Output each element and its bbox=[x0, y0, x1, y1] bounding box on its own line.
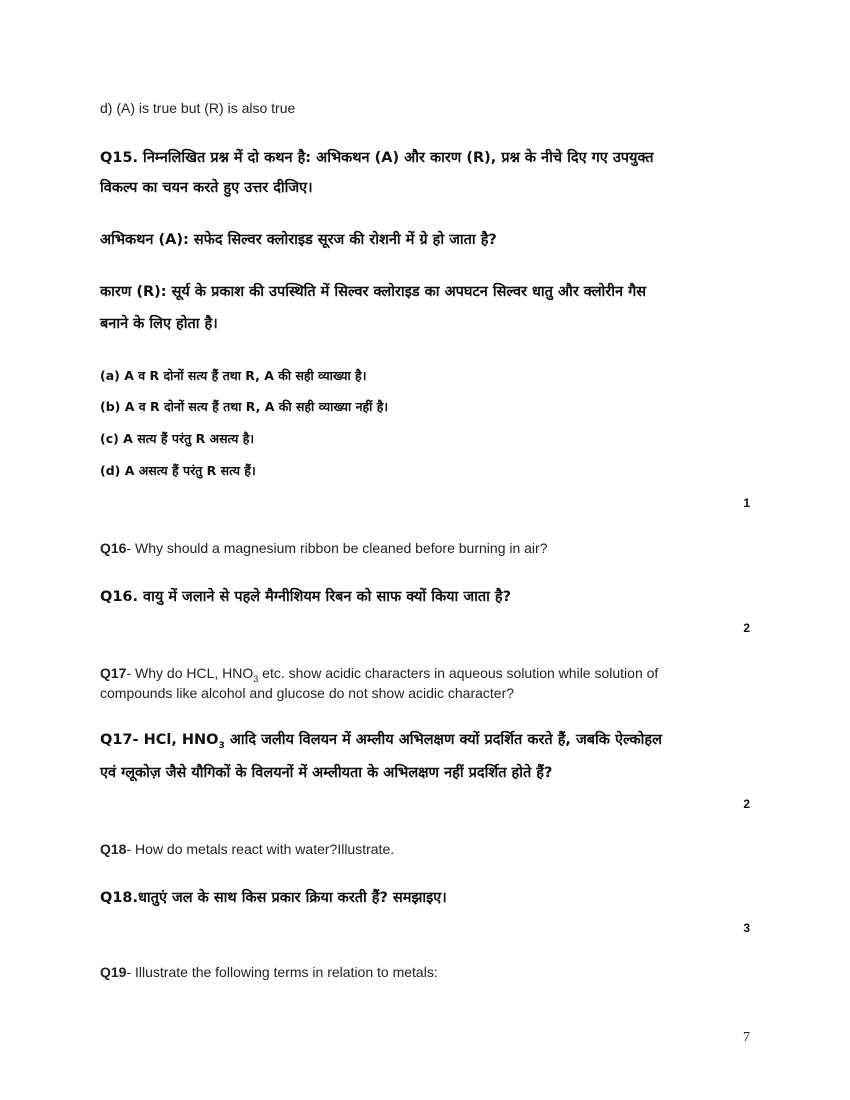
q18-hindi: Q18.धातुएं जल के साथ किस प्रकार क्रिया करती हैं? समझाइए। bbox=[100, 890, 447, 906]
q17-english-line2: compounds like alcohol and glucose do not show acidic character? bbox=[100, 685, 515, 701]
q17-hindi-subscript: 3 bbox=[218, 740, 225, 751]
q18-english bbox=[100, 841, 394, 857]
q17-hindi-a: - HCl, HNO bbox=[132, 732, 219, 748]
q17-subscript: 3 bbox=[253, 673, 259, 684]
q15-reason-line2: बनाने के लिए होता है। bbox=[100, 316, 218, 332]
q17-hindi-line1 bbox=[100, 729, 662, 751]
q16-hindi: Q16. वायु में जलाने से पहले मैग्नीशियम रिबन को साफ क्यों किया जाता है? bbox=[100, 589, 512, 605]
q16-text: - Why should a magnesium ribbon be cleaned before burning in air? bbox=[126, 540, 548, 556]
q15-marks: 1 bbox=[743, 496, 750, 510]
q19-english bbox=[100, 964, 438, 980]
previous-option-d: d) (A) is true but (R) is also true bbox=[100, 100, 296, 116]
q19-text: - Illustrate the following terms in relation to metals: bbox=[126, 964, 438, 980]
q15-hindi-line2: विकल्प का चयन करते हुए उत्तर दीजिए। bbox=[100, 180, 313, 196]
page-number: 7 bbox=[743, 1030, 750, 1045]
q18-text: - How do metals react with water?Illustrate. bbox=[126, 841, 395, 857]
q19-number: Q19 bbox=[100, 964, 127, 980]
q15-option-a: (a) A व R दोनों सत्य हैं तथा R, A की सही व्याख्या है। bbox=[100, 368, 367, 383]
q16-marks: 2 bbox=[743, 621, 750, 635]
q15-option-c: (c) A सत्य हैं परंतु R असत्य है। bbox=[100, 431, 255, 446]
q15-reason-line1: कारण (R): सूर्य के प्रकाश की उपस्थिति में सिल्वर क्लोराइड का अपघटन सिल्वर धातु और क्लोरीन गैस bbox=[100, 284, 647, 300]
q15-option-d: (d) A असत्य हैं परंतु R सत्य हैं। bbox=[100, 463, 256, 478]
q18-number: Q18 bbox=[100, 841, 127, 857]
q17-text-b: etc. show acidic characters in aqueous solution while solution of bbox=[258, 665, 659, 681]
q17-number: Q17 bbox=[100, 665, 127, 681]
q16-number: Q16 bbox=[100, 540, 127, 556]
q17-marks: 2 bbox=[743, 797, 750, 811]
q17-hindi-b: आदि जलीय विलयन में अम्लीय अभिलक्षण क्यों प्रदर्शित करते हैं, जबकि ऐल्कोहल bbox=[224, 732, 662, 748]
q15-assertion: अभिकथन (A): सफेद सिल्वर क्लोराइड सूरज की रोशनी में ग्रे हो जाता है? bbox=[100, 232, 497, 248]
q18-marks: 3 bbox=[743, 921, 750, 935]
q17-english-line1 bbox=[100, 665, 658, 684]
q15-hindi-line1: Q15. निम्नलिखित प्रश्न में दो कथन है: अभिकथन (A) और कारण (R), प्रश्न के नीचे दिए गए उपयुक्त bbox=[100, 150, 654, 166]
q16-english bbox=[100, 540, 548, 556]
q15-option-b: (b) A व R दोनों सत्य हैं तथा R, A की सही व्याख्या नहीं है। bbox=[100, 399, 389, 414]
q17-hindi-number: Q17 bbox=[100, 732, 133, 748]
q17-hindi-line2: एवं ग्लूकोज़ जैसे यौगिकों के विलयनों में अम्लीयता के अभिलक्षण नहीं प्रदर्शित होते हैं? bbox=[100, 765, 553, 781]
q17-text-a: - Why do HCL, HNO bbox=[126, 665, 254, 681]
